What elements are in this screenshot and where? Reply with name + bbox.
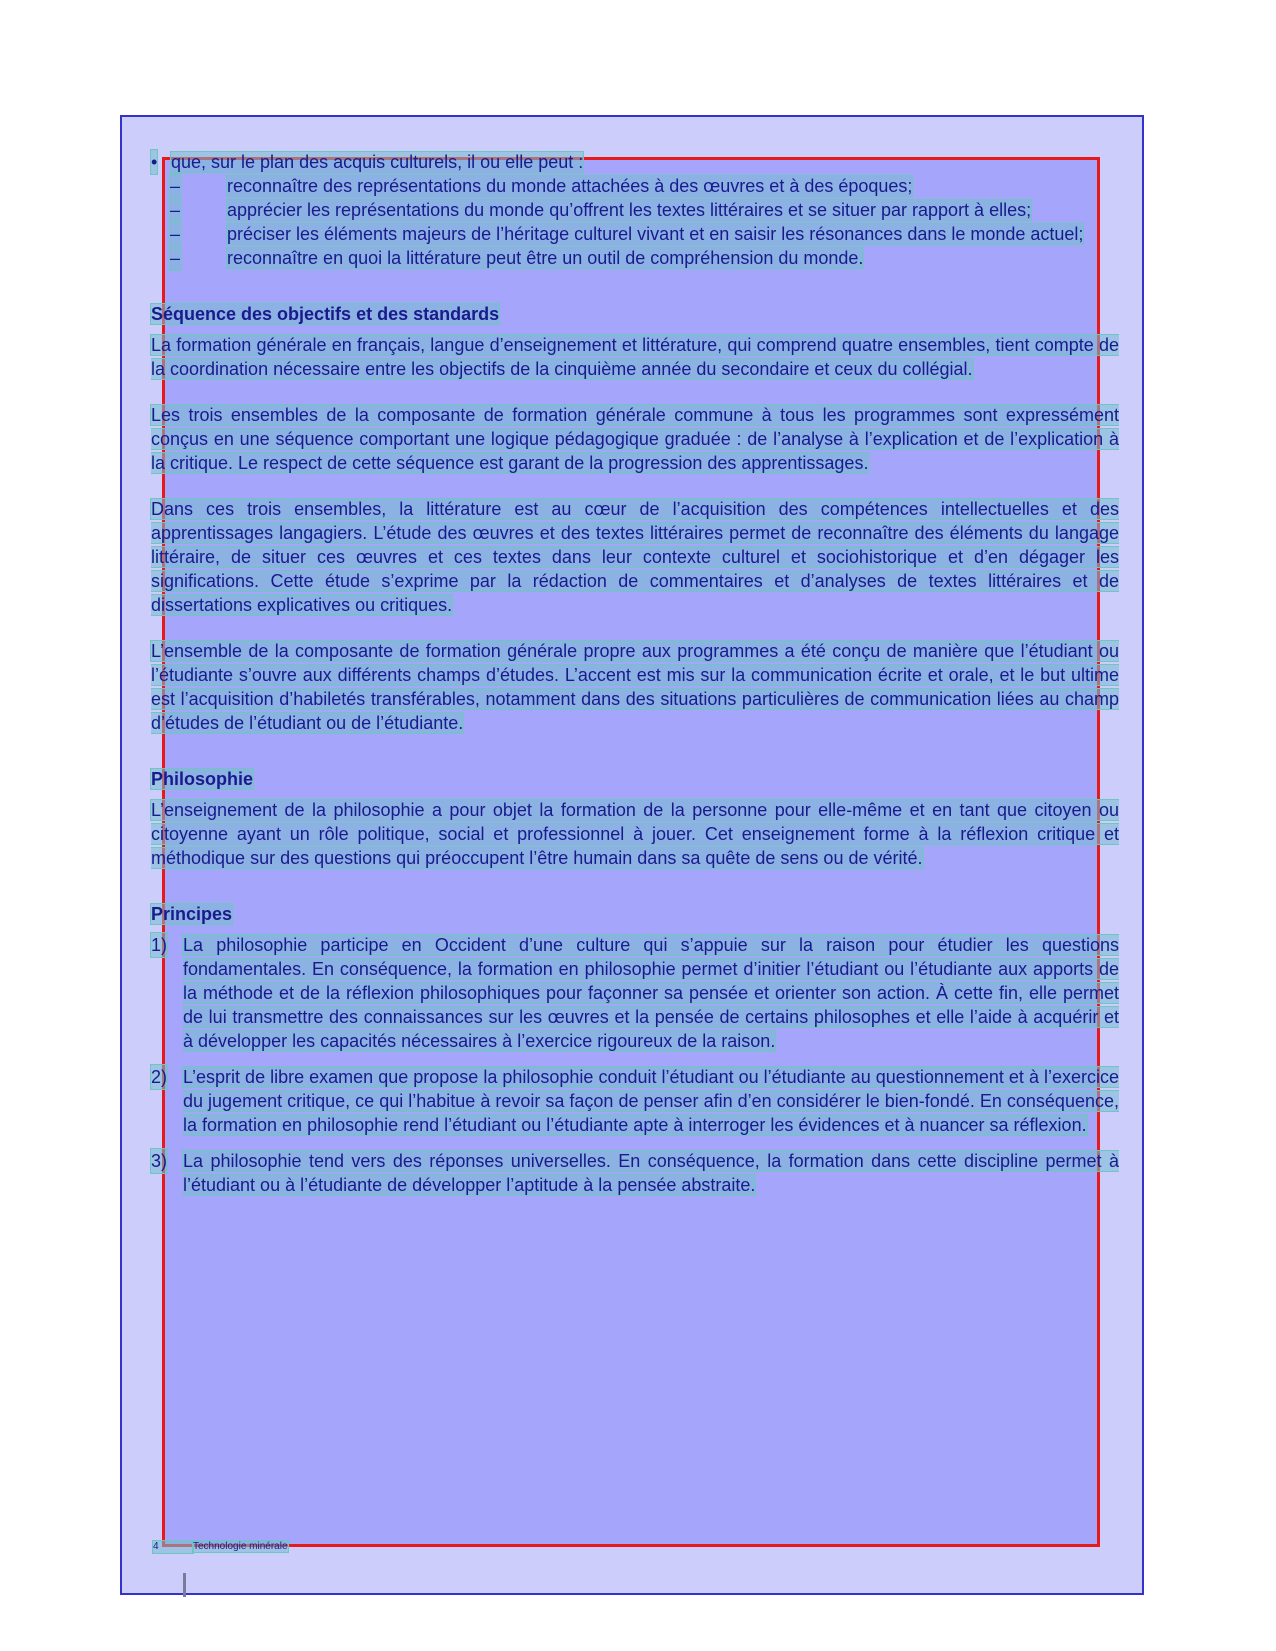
cultural-item: – reconnaître en quoi la littérature peut être un outil de compréhension du monde. (170, 248, 864, 268)
paragraph: L’ensemble de la composante de formation générale propre aux programmes a été conçu de manière que l’étudiant ou l’étudiante s’ouvre aux différents champs d’études. L’accent est mis sur la communication écrite et orale, et le but ultime est l’acquisition d’habiletés transférables, notamment dans des situations particulières de communication liées au champ d’études de l’étudiant ou de l’étudiante. (151, 641, 1119, 733)
paragraph: L’enseignement de la philosophie a pour objet la formation de la personne pour elle-même et en tant que citoyen ou citoyenne ayant un rôle politique, social et professionnel à jouer. Cet enseignement forme à la réflexion critique et méthodique sur des questions qui préoccupent l’être humain dans sa quête de sens ou de vérité. (151, 800, 1119, 868)
section-heading-principes: Principes (151, 904, 233, 924)
intro-bullet (151, 150, 1119, 174)
footer-title: Technologie minérale (193, 1541, 288, 1552)
principle-item: 2) L’esprit de libre examen que propose la philosophie conduit l’étudiant ou l’étudiante au questionnement et à l’exercice du jugement critique, ce qui l’habitue à revoir sa façon de penser afin d’en considérer le bien-fondé. En conséquence, la formation en philosophie rend l’étudiant ou l’étudiante apte à interroger les évidences et à nuancer sa réflexion. (151, 1067, 1119, 1135)
text-cursor (183, 1573, 186, 1597)
cultural-item: – préciser les éléments majeurs de l’héritage culturel vivant et en saisir les résonances dans le monde actuel; (170, 224, 1084, 244)
page-number: 4 (153, 1541, 193, 1553)
cultural-item: – reconnaître des représentations du monde attachées à des œuvres et à des époques; (170, 176, 913, 196)
principle-item: 3) La philosophie tend vers des réponses universelles. En conséquence, la formation dans cette discipline permet à l’étudiant ou à l’étudiante de développer l’aptitude à la pensée abstraite. (151, 1151, 1119, 1195)
paragraph: Dans ces trois ensembles, la littérature est au cœur de l’acquisition des compétences intellectuelles et des apprentissages langagiers. L’étude des œuvres et des textes littéraires permet de reconnaître des éléments du langage littéraire, de situer ces œuvres et ces textes dans leur contexte culturel et sociohistorique et d’en dégager les significations. Cette étude s’exprime par la rédaction de commentaires et d’analyses de textes littéraires et de dissertations explicatives ou critiques. (151, 499, 1119, 615)
dash-icon: – (170, 176, 181, 196)
section-heading-philosophie: Philosophie (151, 769, 254, 789)
principle-item: 1) La philosophie participe en Occident d’une culture qui s’appuie sur la raison pour étudier les questions fondamentales. En conséquence, la formation en philosophie permet d’initier l’étudiant ou l’étudiante aux apports de la méthode et de la réflexion philosophiques pour façonner sa pensée et orienter son action. À cette fin, elle permet de lui transmettre des connaissances sur les œuvres et la pensée de certains philosophes et elle l’aide à acquérir et à développer les capacités nécessaires à l’exercice rigoureux de la raison. (151, 935, 1119, 1051)
paragraph: La formation générale en français, langue d’enseignement et littérature, qui comprend quatre ensembles, tient compte de la coordination nécessaire entre les objectifs de la cinquième année du secondaire et ceux du collégial. (151, 335, 1119, 379)
dash-icon: – (170, 200, 181, 220)
dash-icon: – (170, 224, 181, 244)
intro-bullet-text: que, sur le plan des acquis culturels, il ou elle peut : (171, 152, 584, 172)
dash-icon: – (170, 248, 181, 268)
page-footer (153, 1541, 288, 1553)
section-heading-sequence: Séquence des objectifs et des standards (151, 304, 500, 324)
paragraph: Les trois ensembles de la composante de formation générale commune à tous les programmes sont expressément conçus en une séquence comportant une logique pédagogique graduée : de l’analyse à l’explication et de l’explication à la critique. Le respect de cette séquence est garant de la progression des apprentissages. (151, 405, 1119, 473)
bullet-icon: • (151, 152, 158, 172)
cultural-item: – apprécier les représentations du monde qu’offrent les textes littéraires et se situer par rapport à elles; (170, 200, 1032, 220)
document-text (151, 150, 1119, 1197)
